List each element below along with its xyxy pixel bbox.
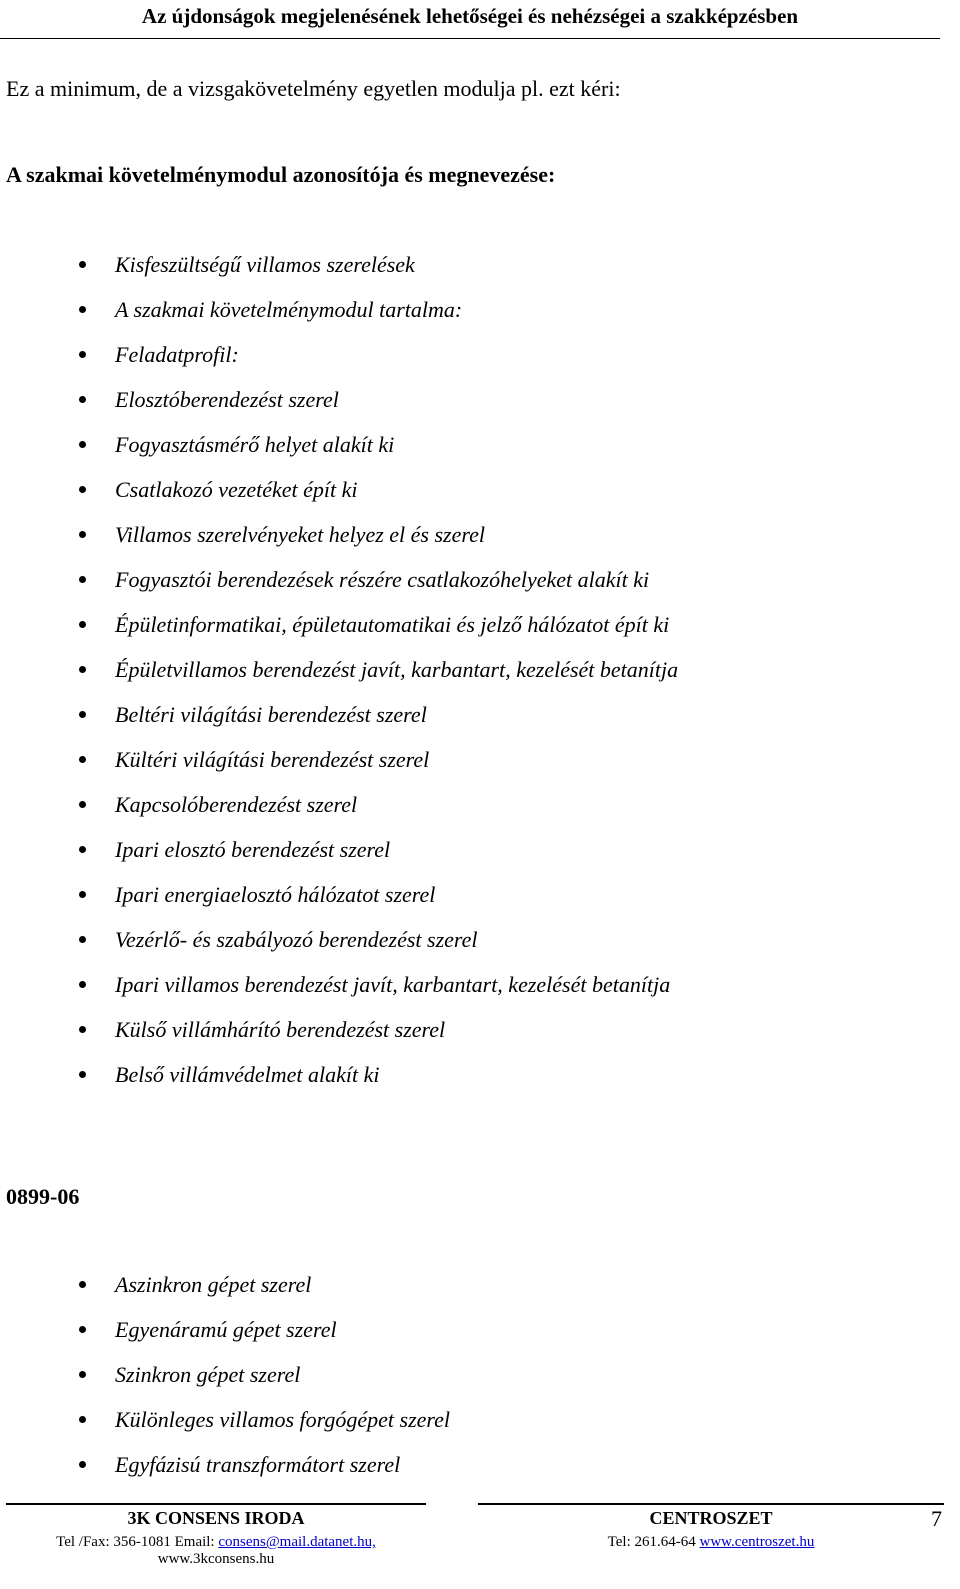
list-item-text: Ipari energiaelosztó hálózatot szerel	[115, 882, 436, 907]
footer-right-title: CENTROSZET	[649, 1508, 773, 1528]
list-item-text: Ipari villamos berendezést javít, karbantart, kezelését betanítja	[115, 972, 671, 997]
bullet-icon	[79, 621, 86, 628]
list-item-text: Épületinformatikai, épületautomatikai és jelző hálózatot épít ki	[115, 612, 670, 637]
footer-left-web[interactable]: www.3kconsens.hu	[157, 1551, 275, 1567]
bullet-icon	[79, 396, 86, 403]
list-item-text: Kapcsolóberendezést szerel	[115, 792, 358, 817]
module-code: 0899-06	[6, 1184, 80, 1209]
footer-right-tel: Tel: 261.64-64	[607, 1534, 700, 1550]
bullet-icon	[79, 756, 86, 763]
bullet-icon	[79, 1371, 86, 1378]
bullet-icon	[79, 1461, 86, 1468]
bullet-icon	[79, 891, 86, 898]
footer-right-contact	[478, 1534, 944, 1551]
bullet-icon	[79, 1026, 86, 1033]
list-item-text: Feladatprofil:	[115, 342, 239, 367]
list-item-text: Külső villámhárító berendezést szerel	[115, 1017, 446, 1042]
footer-left-title: 3K CONSENS IRODA	[127, 1508, 305, 1528]
list-item-text: Kültéri világítási berendezést szerel	[115, 747, 430, 772]
bullet-icon	[79, 261, 86, 268]
list-item-text: Elosztóberendezést szerel	[115, 387, 339, 412]
bullet-icon	[79, 846, 86, 853]
header-title: Az újdonságok megjelenésének lehetőségei és nehézségei a szakképzésben	[141, 4, 799, 28]
page-header	[0, 0, 940, 39]
list-item-text: Aszinkron gépet szerel	[115, 1272, 312, 1297]
list-item-text: Ipari elosztó berendezést szerel	[115, 837, 391, 862]
page-number: 7	[931, 1506, 942, 1531]
bullet-icon	[79, 666, 86, 673]
bullet-icon	[79, 981, 86, 988]
bullet-icon	[79, 1071, 86, 1078]
footer-right-web-link[interactable]: www.centroszet.hu	[699, 1534, 815, 1550]
bullet-icon	[79, 711, 86, 718]
footer-right-rule	[478, 1503, 944, 1505]
footer-left-contact	[6, 1534, 426, 1568]
footer-left-rule	[6, 1503, 426, 1505]
bullet-icon	[79, 1326, 86, 1333]
intro-paragraph: Ez a minimum, de a vizsgakövetelmény egyetlen modulja pl. ezt kéri:	[6, 76, 621, 101]
bullet-icon	[79, 306, 86, 313]
list-item-text: Villamos szerelvényeket helyez el és szerel	[115, 522, 485, 547]
bullet-icon	[79, 576, 86, 583]
bullet-icon	[79, 801, 86, 808]
list-item-text: Fogyasztásmérő helyet alakít ki	[115, 432, 395, 457]
list-item-text: Vezérlő- és szabályozó berendezést szerel	[115, 927, 478, 952]
list-item-text: Különleges villamos forgógépet szerel	[115, 1407, 451, 1432]
footer-email-link[interactable]: consens@mail.datanet.hu,	[218, 1534, 376, 1550]
list-item-text: Egyenáramú gépet szerel	[115, 1317, 337, 1342]
list-item-text: Csatlakozó vezetéket épít ki	[115, 477, 358, 502]
bullet-icon	[79, 486, 86, 493]
module-heading: A szakmai követelménymodul azonosítója és megnevezése:	[6, 162, 556, 187]
list-item-text: Belső villámvédelmet alakít ki	[115, 1062, 380, 1087]
bullet-icon	[79, 351, 86, 358]
list-item-text: Fogyasztói berendezések részére csatlakozóhelyeket alakít ki	[115, 567, 650, 592]
footer-tel-fax: Tel /Fax: 356-1081 Email:	[56, 1534, 219, 1550]
list-item-text: Egyfázisú transzformátort szerel	[115, 1452, 401, 1477]
list-item-text: Szinkron gépet szerel	[115, 1362, 301, 1387]
bullet-icon	[79, 441, 86, 448]
list-item-text: Beltéri világítási berendezést szerel	[115, 702, 427, 727]
bullet-icon	[79, 531, 86, 538]
bullet-icon	[79, 1416, 86, 1423]
list-item-text: Kisfeszültségű villamos szerelések	[115, 252, 415, 277]
bullet-icon	[79, 936, 86, 943]
list-item-text: Épületvillamos berendezést javít, karbantart, kezelését betanítja	[115, 657, 679, 682]
bullet-icon	[79, 1281, 86, 1288]
list-item-text: A szakmai követelménymodul tartalma:	[115, 297, 463, 322]
